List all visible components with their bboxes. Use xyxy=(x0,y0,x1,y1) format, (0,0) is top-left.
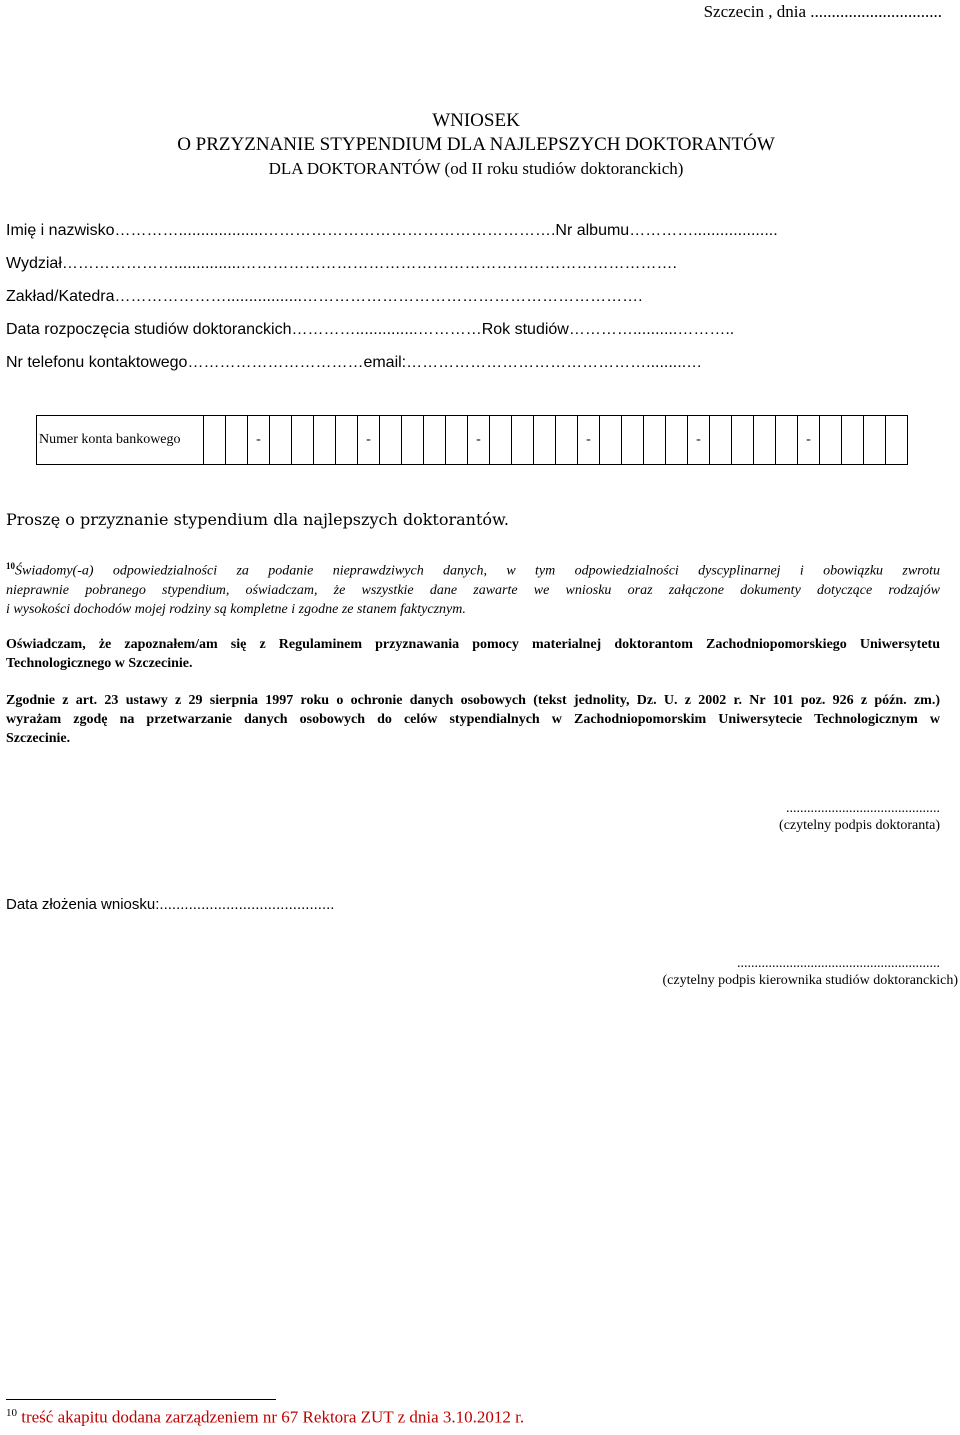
phone-email-field[interactable]: Nr telefonu kontaktowego……………………………email:……………………………………….........… xyxy=(6,354,703,371)
account-digit-cell[interactable] xyxy=(842,416,864,465)
footnote-marker: 10 xyxy=(6,561,15,571)
bank-account-label: Numer konta bankowego xyxy=(37,416,204,465)
document-subtitle-eligibility: DLA DOKTORANTÓW (od II roku studiów doktoranckich) xyxy=(268,159,684,178)
account-digit-cell[interactable] xyxy=(622,416,644,465)
declaration-line: Szczecinie. xyxy=(6,731,71,746)
faculty-field[interactable]: Wydział…………………...............………………………………………………………………………. xyxy=(6,255,677,272)
declaration-data-consent xyxy=(6,691,940,748)
start-date-year-field[interactable]: Data rozpoczęcia studiów doktoranckich…………..............…………Rok studiów…………..........……….. xyxy=(6,321,735,338)
declaration-line: wyrażam zgodę na przetwarzanie danych osobowych do celów stypendialnych w Zachodniopomorskim Uniwersytecie Technologicznym w xyxy=(6,712,940,727)
footnote-text: treść akapitu dodana zarządzeniem nr 67 Rektora ZUT z dnia 3.10.2012 r. xyxy=(17,1407,525,1427)
account-digit-cell[interactable] xyxy=(424,416,446,465)
account-digit-cell[interactable]: - xyxy=(358,416,380,465)
account-digit-cell[interactable] xyxy=(820,416,842,465)
head-signature-line[interactable]: .......................................................... xyxy=(737,956,940,971)
declaration-line: Oświadczam, że zapoznałem/am się z Regulaminem przyznawania pomocy materialnej doktorantom Zachodniopomorskiego Uniwersytetu xyxy=(6,637,940,652)
declaration-line: Zgodnie z art. 23 ustawy z 29 sierpnia 1997 roku o ochronie danych osobowych (tekst jednolity, Dz. U. z 2002 r. Nr 101 poz. 926 z późn. zm.) xyxy=(6,693,940,708)
account-digit-cell[interactable] xyxy=(864,416,886,465)
account-digit-cell[interactable]: - xyxy=(578,416,600,465)
footnote-divider xyxy=(6,1399,276,1400)
account-digit-cell[interactable] xyxy=(732,416,754,465)
department-field[interactable]: Zakład/Katedra………………….................………………………………………………………. xyxy=(6,288,643,305)
account-digit-cell[interactable] xyxy=(600,416,622,465)
account-digit-cell[interactable] xyxy=(314,416,336,465)
footnote xyxy=(6,1407,524,1428)
request-statement: Proszę o przyznanie stypendium dla najlepszych doktorantów. xyxy=(6,510,509,529)
account-digit-cell[interactable] xyxy=(446,416,468,465)
account-digit-cell[interactable] xyxy=(380,416,402,465)
account-digit-cell[interactable] xyxy=(402,416,424,465)
bank-account-table xyxy=(36,415,908,465)
student-signature-caption: (czytelny podpis doktoranta) xyxy=(779,818,940,833)
account-digit-cell[interactable]: - xyxy=(798,416,820,465)
head-signature-caption: (czytelny podpis kierownika studiów doktoranckich) xyxy=(662,973,958,988)
declaration-line: Technologicznego w Szczecinie. xyxy=(6,656,193,671)
footnote-number: 10 xyxy=(6,1407,17,1419)
declaration-line: i wysokości dochodów mojej rodziny są kompletne i zgodne ze stanem faktycznym. xyxy=(6,601,466,617)
place-date-line: Szczecin , dnia ............................... xyxy=(703,2,942,21)
declaration-liability xyxy=(6,557,940,619)
account-digit-cell[interactable] xyxy=(644,416,666,465)
submission-date-field[interactable]: Data złożenia wniosku:.......................................... xyxy=(6,896,335,913)
account-digit-cell[interactable] xyxy=(556,416,578,465)
declaration-line: nieprawnie pobranego stypendium, oświadczam, że wszystkie dane zawarte we wniosku oraz załączone dokumenty dotyczące rodzajów xyxy=(6,582,940,598)
account-digit-cell[interactable]: - xyxy=(688,416,710,465)
account-digit-cell[interactable] xyxy=(270,416,292,465)
account-digit-cell[interactable]: - xyxy=(248,416,270,465)
document-subtitle: O PRZYZNANIE STYPENDIUM DLA NAJLEPSZYCH DOKTORANTÓW xyxy=(177,134,775,155)
account-digit-cell[interactable] xyxy=(776,416,798,465)
document-title: WNIOSEK xyxy=(432,110,520,131)
account-digit-cell[interactable] xyxy=(490,416,512,465)
account-digit-cell[interactable]: - xyxy=(468,416,490,465)
account-digit-cell[interactable] xyxy=(292,416,314,465)
account-digit-cell[interactable] xyxy=(204,416,226,465)
account-digit-cell[interactable] xyxy=(226,416,248,465)
account-digit-cell[interactable] xyxy=(666,416,688,465)
name-album-field[interactable]: Imię i nazwisko…………...................……………………………………………….Nr albumu…………................... xyxy=(6,222,778,239)
student-signature-line[interactable]: ............................................ xyxy=(786,801,940,816)
declaration-regulations xyxy=(6,635,940,673)
account-digit-cell[interactable] xyxy=(754,416,776,465)
account-digit-cell[interactable] xyxy=(534,416,556,465)
account-digit-cell[interactable] xyxy=(710,416,732,465)
account-digit-cell[interactable] xyxy=(886,416,908,465)
account-digit-cell[interactable] xyxy=(512,416,534,465)
declaration-line: Świadomy(-a) odpowiedzialności za podanie nieprawdziwych danych, w tym odpowiedzialności dyscyplinarnej i obowiązku zwrotu xyxy=(15,563,940,579)
account-digit-cell[interactable] xyxy=(336,416,358,465)
